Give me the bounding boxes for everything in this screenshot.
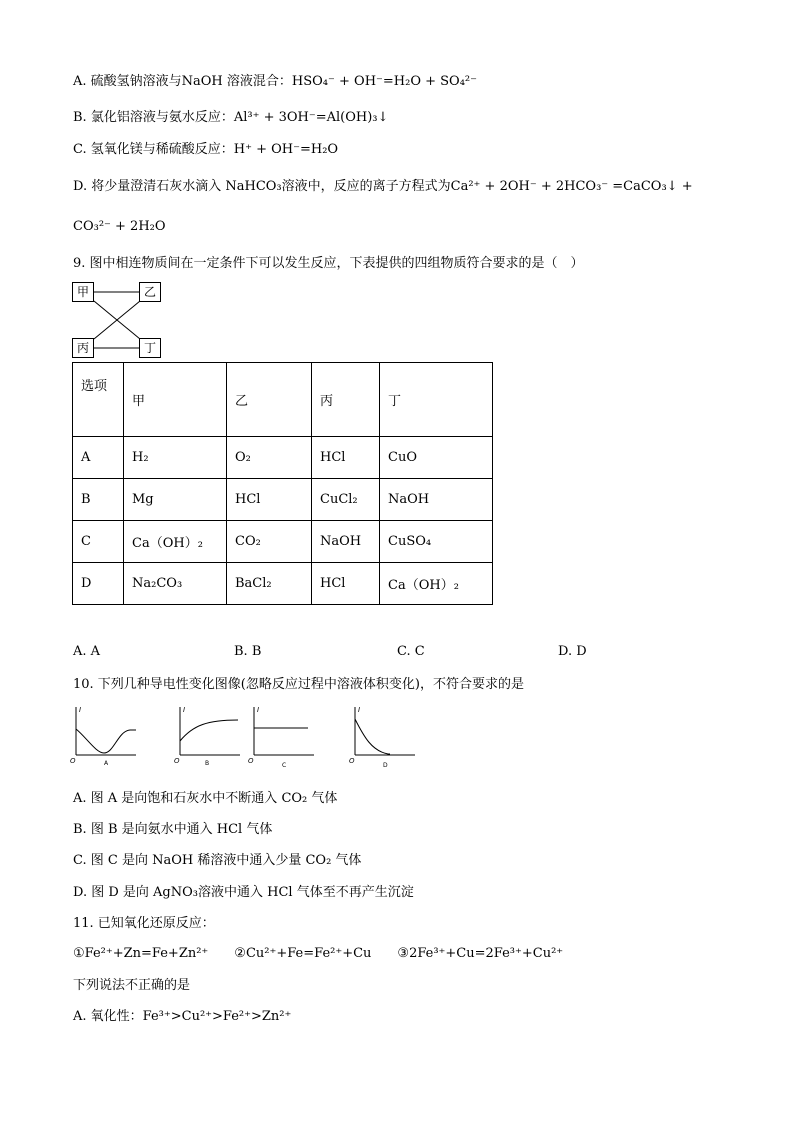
graph-b-origin: O [174,757,180,765]
cell: HCl [227,479,312,521]
cell: B [73,479,124,521]
box-jia: 甲 [72,282,94,302]
graph-a-origin: O [70,757,76,765]
q9-choice-d: D. D [558,644,587,659]
q10-question: 10. 下列几种导电性变化图像(忽略反应过程中溶液体积变化)，不符合要求的是 [73,677,524,692]
q11-reactions: ①Fe²⁺+Zn=Fe+Zn²⁺ ②Cu²⁺+Fe=Fe²⁺+Cu ③2Fe³⁺+Cu=2Fe³⁺+Cu²⁺ [73,946,564,961]
q10-option-d: D. 图 D 是向 AgNO₃溶液中通入 HCl 气体至不再产生沉淀 [73,885,414,900]
graph-c [254,707,314,755]
table-header-row [73,363,493,437]
q9-choice-b: B. B [234,644,262,659]
q8-option-d-continued: CO₃²⁻ + 2H₂O [73,219,166,234]
table-row [73,437,493,479]
box-ding: 丁 [139,338,161,358]
table-row [73,521,493,563]
graph-a-label: A [104,760,109,767]
graph-c-y-label: I [257,706,260,714]
cell: CuCl₂ [312,479,380,521]
q8-option-a: A. 硫酸氢钠溶液与NaOH 溶液混合：HSO₄⁻ + OH⁻=H₂O + SO₄²⁻ [73,74,477,89]
graph-b-label: B [205,760,210,767]
box-yi: 乙 [139,282,161,302]
graph-a-y-label: I [79,706,82,714]
cell: Ca（OH）₂ [380,563,493,605]
graph-d [355,707,415,755]
graph-b [180,707,240,755]
q10-option-c: C. 图 C 是向 NaOH 稀溶液中通入少量 CO₂ 气体 [73,853,362,868]
cell: HCl [312,563,380,605]
cell: Mg [124,479,227,521]
q9-choice-c: C. C [397,644,425,659]
q9-choice-a: A. A [73,644,101,659]
box-bing: 丙 [72,338,94,358]
graph-c-origin: O [248,757,254,765]
graphs-svg [68,703,428,775]
q9-question: 9. 图中相连物质间在一定条件下可以发生反应，下表提供的四组物质符合要求的是（ ） [73,256,584,271]
q10-option-b: B. 图 B 是向氨水中通入 HCl 气体 [73,822,273,837]
q8-option-d: D. 将少量澄清石灰水滴入 NaHCO₃溶液中，反应的离子方程式为Ca²⁺ + 2OH⁻ + 2HCO₃⁻ =CaCO₃↓ + [73,179,693,194]
header-jia: 甲 [124,363,227,437]
q8-option-b: B. 氯化铝溶液与氨水反应：Al³⁺ + 3OH⁻=Al(OH)₃↓ [73,110,389,125]
header-bing: 丙 [312,363,380,437]
q10-option-a: A. 图 A 是向饱和石灰水中不断通入 CO₂ 气体 [73,791,338,806]
graph-a [76,707,136,755]
cell: NaOH [380,479,493,521]
cell: D [73,563,124,605]
cell: Ca（OH）₂ [124,521,227,563]
cell: CO₂ [227,521,312,563]
graph-d-origin: O [349,757,355,765]
graph-c-label: C [282,762,287,769]
table-row [73,479,493,521]
q11-prompt: 下列说法不正确的是 [73,978,191,993]
cell: CuO [380,437,493,479]
graph-b-y-label: I [183,706,186,714]
options-table [72,362,493,605]
q8-option-c: C. 氢氧化镁与稀硫酸反应：H⁺ + OH⁻=H₂O [73,142,339,157]
relation-diagram [72,281,162,361]
q11-option-a: A. 氧化性：Fe³⁺>Cu²⁺>Fe²⁺>Zn²⁺ [73,1009,292,1024]
cell: C [73,521,124,563]
q11-question: 11. 已知氧化还原反应： [73,916,215,931]
cell: HCl [312,437,380,479]
header-ding: 丁 [380,363,493,437]
cell: NaOH [312,521,380,563]
header-option: 选项 [73,363,124,437]
graph-d-y-label: I [358,706,361,714]
cell: Na₂CO₃ [124,563,227,605]
cell: H₂ [124,437,227,479]
graph-d-label: D [383,762,388,769]
table-row [73,563,493,605]
cell: A [73,437,124,479]
cell: BaCl₂ [227,563,312,605]
cell: CuSO₄ [380,521,493,563]
conductivity-graphs [68,703,428,775]
header-yi: 乙 [227,363,312,437]
cell: O₂ [227,437,312,479]
